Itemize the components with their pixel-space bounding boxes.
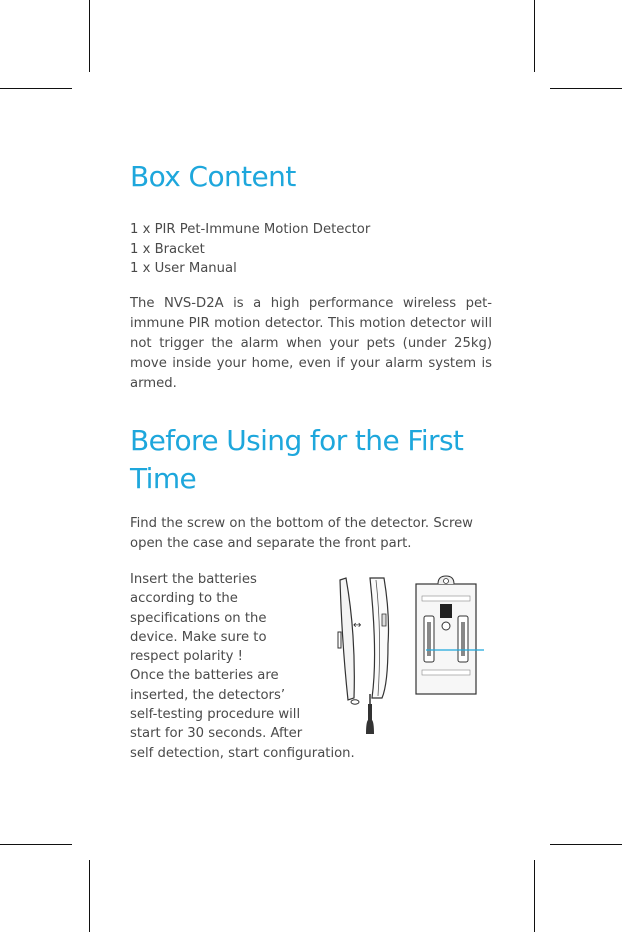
box-content-title: Box Content	[130, 160, 296, 193]
first-time-title-line1: Before Using for the First	[130, 424, 464, 457]
crop-mark	[0, 844, 72, 845]
screw-instruction: Find the screw on the bottom of the detector. Screw open the case and separate the front part.	[130, 516, 473, 551]
instruction-line: respect polarity !	[130, 649, 243, 665]
crop-mark	[89, 0, 90, 72]
list-item: 1 x Bracket	[130, 241, 205, 257]
screwdriver-icon	[366, 704, 374, 734]
list-item: 1 x PIR Pet-Immune Motion Detector	[130, 222, 371, 237]
instruction-line: according to the	[130, 591, 238, 607]
list-item: 1 x User Manual	[130, 261, 237, 276]
instruction-line: self detection, start configuration.	[130, 745, 355, 761]
crop-mark	[534, 860, 535, 932]
instruction-line: Insert the batteries	[130, 572, 257, 587]
instruction-line: specifications on the	[130, 610, 267, 626]
product-description: The NVS-D2A is a high performance wireless pet-immune PIR motion detector. This motion detector will not trigger the alarm when your pets (under 25kg) move inside your home, even if your alarm system is armed.	[130, 296, 492, 391]
instruction-line: self-testing procedure will	[130, 707, 301, 723]
crop-mark	[89, 860, 90, 932]
front-cover-icon	[340, 578, 354, 700]
instruction-line: device. Make sure to	[130, 629, 267, 645]
first-time-title-line2: Time	[130, 462, 197, 495]
crop-mark	[550, 844, 622, 845]
crop-mark	[0, 88, 72, 89]
screw-icon	[351, 700, 359, 704]
instruction-line: Once the batteries are	[130, 668, 279, 684]
box-content-list	[130, 220, 370, 279]
crop-mark	[550, 88, 622, 89]
first-time-title	[130, 422, 463, 498]
detector-battery-illustration	[330, 574, 490, 742]
instruction-line: start for 30 seconds. After	[130, 726, 303, 742]
instruction-line: inserted, the detectors’	[130, 687, 286, 703]
separate-arrow-icon: ↔	[353, 620, 362, 631]
crop-mark	[534, 0, 535, 72]
